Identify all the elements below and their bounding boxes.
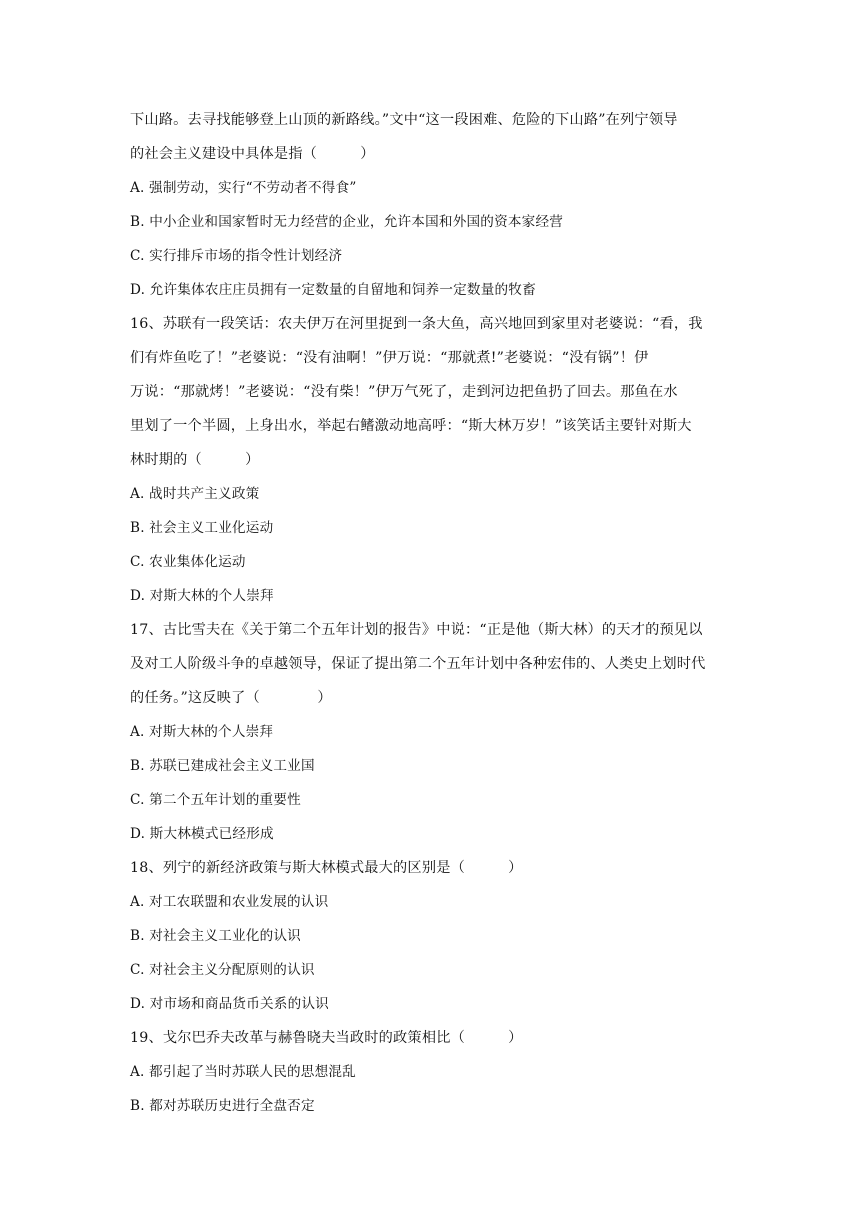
q18-option-c: C. 对社会主义分配原则的认识 (130, 962, 315, 978)
q18-option-b: B. 对社会主义工业化的认识 (130, 928, 301, 944)
q18-stem: 18、列宁的新经济政策与斯大林模式最大的区别是（ ） (130, 860, 523, 876)
q16-stem-line-5: 林时期的（ ） (130, 452, 260, 468)
q17-stem-line-1: 17、古比雪夫在《关于第二个五年计划的报告》中说：“正是他（斯大林）的天才的预见以 (130, 622, 703, 638)
q16-option-d: D. 对斯大林的个人崇拜 (130, 588, 274, 604)
q19-stem: 19、戈尔巴乔夫改革与赫鲁晓夫当政时的政策相比（ ） (130, 1030, 523, 1046)
q16-option-b: B. 社会主义工业化运动 (130, 520, 274, 536)
q16-option-a: A. 战时共产主义政策 (130, 486, 260, 502)
q18-option-a: A. 对工农联盟和农业发展的认识 (130, 894, 329, 910)
q15-option-d: D. 允许集体农庄庄员拥有一定数量的自留地和饲养一定数量的牧畜 (130, 282, 536, 298)
q15-stem-line-1: 下山路。去寻找能够登上山顶的新路线。”文中“这一段困难、危险的下山路”在列宁领导 (130, 112, 678, 128)
q17-option-d: D. 斯大林模式已经形成 (130, 826, 274, 842)
q19-option-b: B. 都对苏联历史进行全盘否定 (130, 1098, 315, 1114)
q18-option-d: D. 对市场和商品货币关系的认识 (130, 996, 329, 1012)
q16-stem-line-4: 里划了一个半圆，上身出水，举起右鳍激动地高呼：“斯大林万岁！”该笑话主要针对斯大 (130, 418, 692, 434)
q17-option-c: C. 第二个五年计划的重要性 (130, 792, 301, 808)
q17-stem-line-3: 的任务。”这反映了（ ） (130, 690, 332, 706)
q17-stem-line-2: 及对工人阶级斗争的卓越领导，保证了提出第二个五年计划中各种宏伟的、人类史上划时代 (130, 656, 706, 672)
q17-option-a: A. 对斯大林的个人崇拜 (130, 724, 274, 740)
q15-option-c: C. 实行排斥市场的指令性计划经济 (130, 248, 343, 264)
q17-option-b: B. 苏联已建成社会主义工业国 (130, 758, 315, 774)
document-page (130, 103, 730, 1123)
q15-stem-line-2: 的社会主义建设中具体是指（ ） (130, 146, 375, 162)
q15-option-a: A. 强制劳动，实行“不劳动者不得食” (130, 180, 357, 196)
q15-option-b: B. 中小企业和国家暂时无力经营的企业，允许本国和外国的资本家经营 (130, 214, 564, 230)
q16-stem-line-2: 们有炸鱼吃了！”老婆说：“没有油啊！”伊万说：“那就煮!”老婆说：“没有锅”！伊 (130, 350, 649, 366)
q16-option-c: C. 农业集体化运动 (130, 554, 246, 570)
q16-stem-line-1: 16、苏联有一段笑话：农夫伊万在河里捉到一条大鱼，高兴地回到家里对老婆说：“看，我 (130, 316, 703, 332)
q16-stem-line-3: 万说：“那就烤！”老婆说：“没有柴！”伊万气死了，走到河边把鱼扔了回去。那鱼在水 (130, 384, 678, 400)
q19-option-a: A. 都引起了当时苏联人民的思想混乱 (130, 1064, 356, 1080)
